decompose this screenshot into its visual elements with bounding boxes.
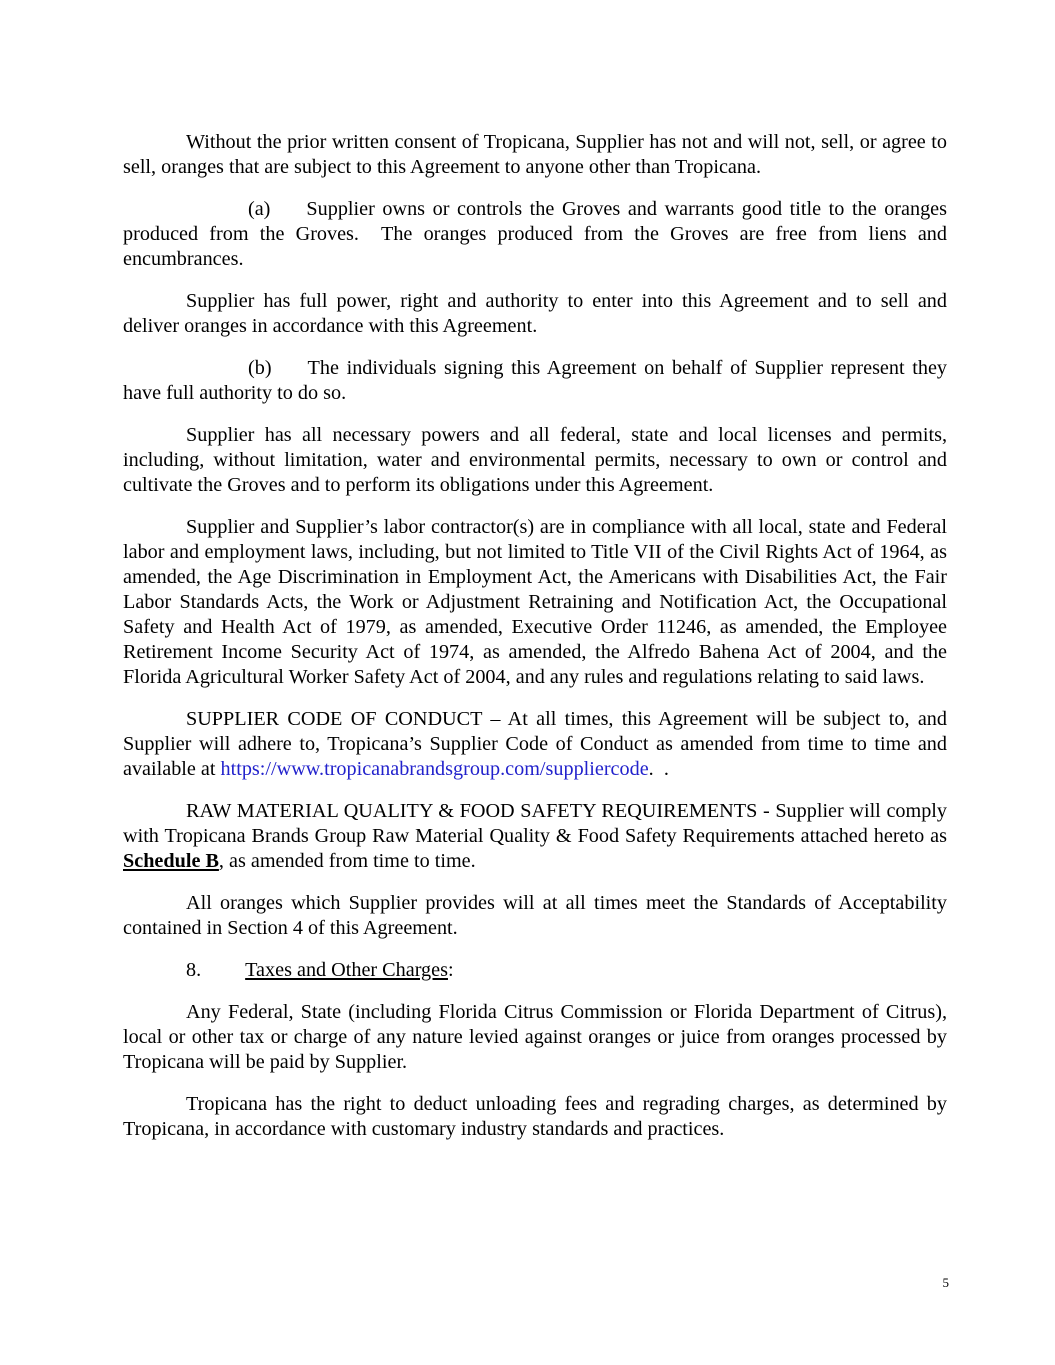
document-content [123,130,947,1159]
paragraph-supplier-code-of-conduct [123,707,947,782]
page-number: 5 [942,1275,949,1290]
subclause-a-marker: (a) [248,198,271,220]
section-heading-taxes [123,958,947,983]
paragraph-labor-compliance: Supplier and Supplier’s labor contractor(s) are in compliance with all local, state and Federal labor and employment laws, including, but not limited to Title VII of the Civil Rights Act of 1964, as amended, the Age Discrimination in Employment Act, the Americans with Disabilities Act, the Fair Labor Standards Acts, the Work or Adjustment Retraining and Notification Act, the Occupational Safety and Health Act of 1979, as amended, Executive Order 11246, as amended, the Employee Retirement Income Security Act of 1974, as amended, the Alfredo Bahena Act of 2004, and the Florida Agricultural Worker Safety Act of 2004, and any rules and regulations relating to said laws. [123,516,947,688]
paragraph-licenses-permits: Supplier has all necessary powers and all federal, state and local licenses and permits, including, without limitation, water and environmental permits, necessary to own or control and cultivate the Groves and to perform its obligations under this Agreement. [123,424,947,496]
raw-material-text-before: RAW MATERIAL QUALITY & FOOD SAFETY REQUIREMENTS - Supplier will comply with Tropicana Brands Group Raw Material Quality & Food Safety Requirements attached hereto as [123,800,947,847]
schedule-b-reference: Schedule B [123,850,219,872]
supplier-code-text-before: SUPPLIER CODE OF CONDUCT – At all times, this Agreement will be subject to, and Supplier will adhere to, Tropicana’s Supplier Code of Conduct as amended from time to time and available at [123,708,947,780]
paragraph-deduct-fees: Tropicana has the right to deduct unloading fees and regrading charges, as determined by Tropicana, in accordance with customary industry standards and practices. [123,1093,947,1140]
section-number: 8. [186,959,202,981]
section-title: Taxes and Other Charges [245,959,448,981]
paragraph-full-power: Supplier has full power, right and authority to enter into this Agreement and to sell and deliver oranges in accordance with this Agreement. [123,290,947,337]
subclause-b-marker: (b) [248,357,272,379]
raw-material-text-after: , as amended from time to time. [218,850,476,872]
subclause-b-text: The individuals signing this Agreement on behalf of Supplier represent they have full authority to do so. [123,357,947,404]
subclause-b [123,356,947,406]
subclause-a [123,197,947,272]
paragraph-raw-material-quality [123,799,947,874]
suppliercode-link[interactable]: https://www.tropicanabrandsgroup.com/suppliercode [220,758,649,780]
paragraph-tax-charges: Any Federal, State (including Florida Citrus Commission or Florida Department of Citrus), local or other tax or charge of any nature levied against oranges or juice from oranges processed by Tropicana will be paid by Supplier. [123,1001,947,1073]
paragraph-no-sale-consent: Without the prior written consent of Tropicana, Supplier has not and will not, sell, or agree to sell, oranges that are subject to this Agreement to anyone other than Tropicana. [123,131,947,178]
paragraph-standards-of-acceptability: All oranges which Supplier provides will at all times meet the Standards of Acceptability contained in Section 4 of this Agreement. [123,892,947,939]
subclause-a-text: Supplier owns or controls the Groves and warrants good title to the oranges produced from the Groves. The oranges produced from the Groves are free from liens and encumbrances. [123,198,947,270]
section-title-suffix: : [447,959,454,981]
supplier-code-text-after: . . [648,758,669,780]
